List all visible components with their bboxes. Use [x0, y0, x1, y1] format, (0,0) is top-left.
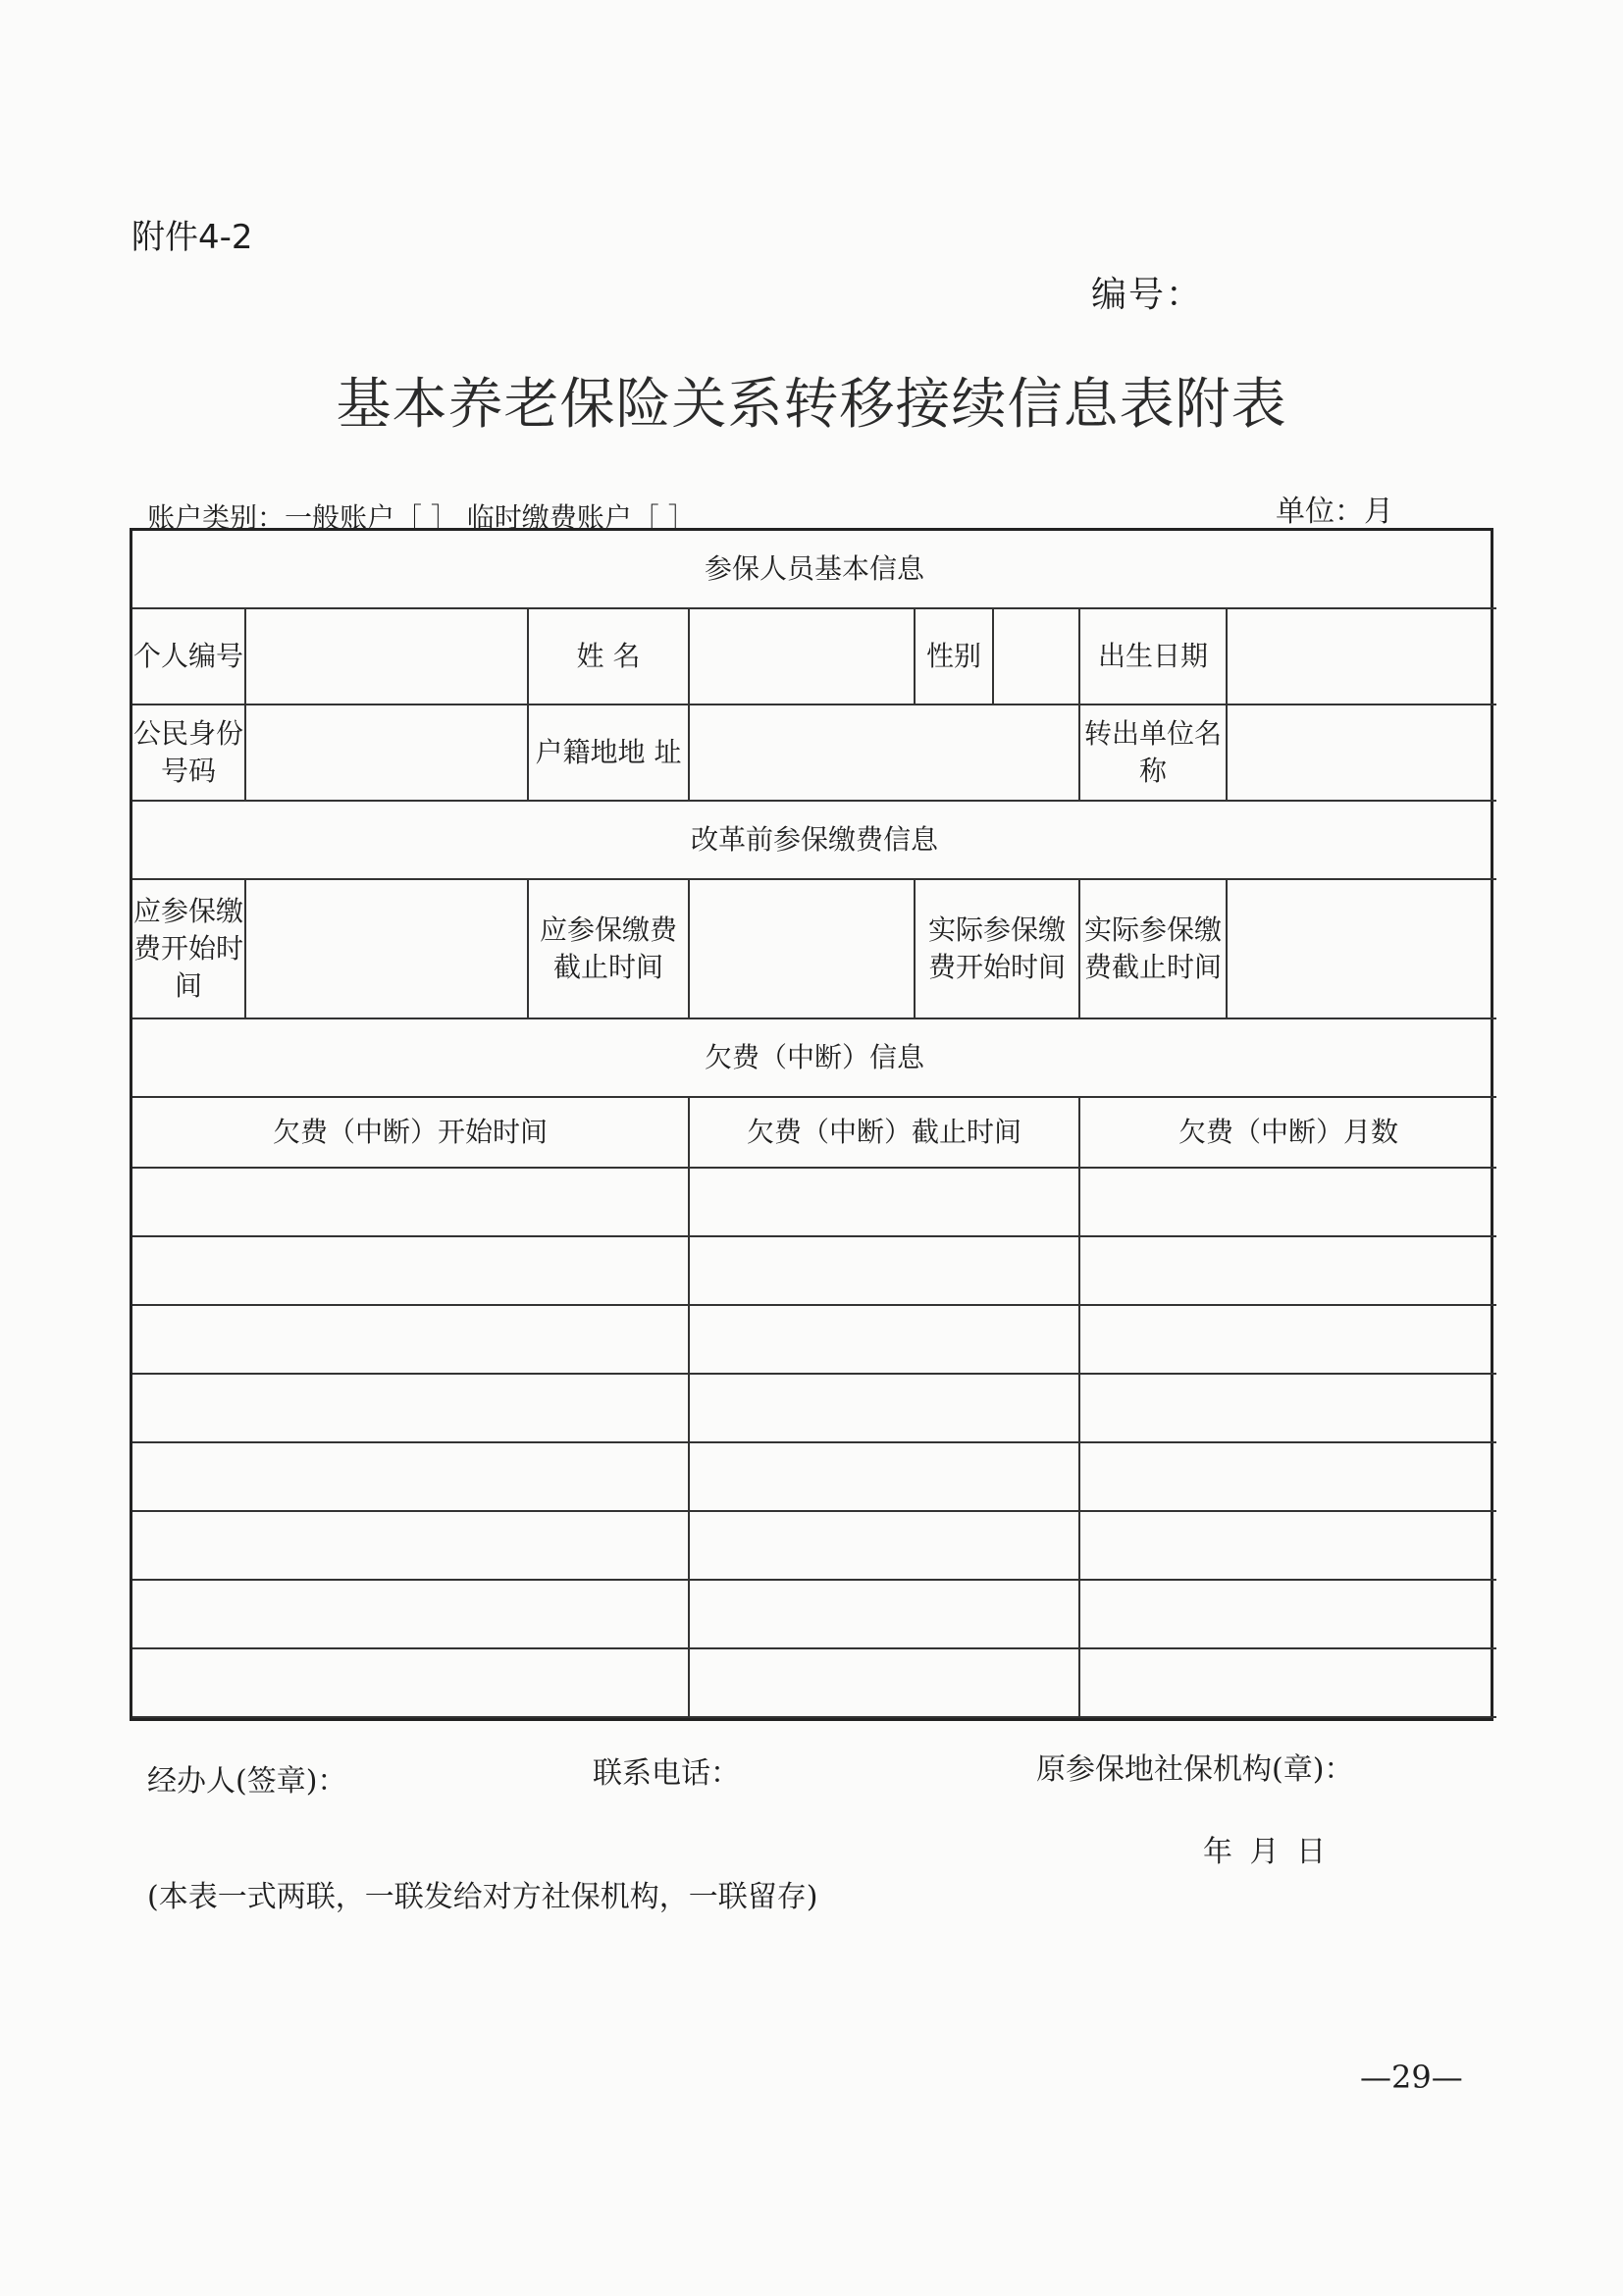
- page-title: 基本养老保险关系转移接续信息表附表: [336, 373, 1287, 437]
- section-pre-reform: 改革前参保缴费信息: [132, 801, 1496, 879]
- actual-end-label: 实际参保缴费截止时间: [1079, 879, 1227, 1018]
- id-no-label: 公民身份号码: [132, 704, 245, 801]
- id-no-field[interactable]: [245, 704, 528, 801]
- actual-end-field[interactable]: [1227, 879, 1496, 1018]
- account-type-line: 账户类别：一般账户［ ］ 临时缴费账户［ ］: [147, 501, 696, 534]
- name-field[interactable]: [689, 608, 915, 704]
- name-label: 姓 名: [528, 608, 689, 704]
- transfer-unit-label: 转出单位名 称: [1079, 704, 1227, 801]
- table-row: [132, 1648, 1496, 1717]
- arrears-col-end: 欠费（中断）截止时间: [689, 1097, 1079, 1168]
- arrears-start-cell[interactable]: [132, 1511, 689, 1580]
- arrears-end-cell[interactable]: [689, 1168, 1079, 1236]
- arrears-start-cell[interactable]: [132, 1580, 689, 1648]
- arrears-col-start: 欠费（中断）开始时间: [132, 1097, 689, 1168]
- due-end-field[interactable]: [689, 879, 915, 1018]
- due-end-label: 应参保缴费截止时间: [528, 879, 689, 1018]
- copies-note: (本表一式两联，一联发给对方社保机构，一联留存): [147, 1880, 818, 1914]
- table-row: [132, 1236, 1496, 1305]
- arrears-end-cell[interactable]: [689, 1374, 1079, 1442]
- phone-label: 联系电话：: [593, 1756, 740, 1791]
- arrears-start-cell[interactable]: [132, 1168, 689, 1236]
- arrears-start-cell[interactable]: [132, 1236, 689, 1305]
- unit-label: 单位：月: [1276, 495, 1393, 529]
- arrears-start-cell[interactable]: [132, 1648, 689, 1717]
- arrears-start-cell[interactable]: [132, 1305, 689, 1374]
- birth-date-field[interactable]: [1227, 608, 1496, 704]
- attachment-label: 附件4-2: [131, 218, 253, 257]
- date-label: 年 月 日: [1203, 1835, 1331, 1869]
- personal-no-field[interactable]: [245, 608, 528, 704]
- arrears-end-cell[interactable]: [689, 1305, 1079, 1374]
- arrears-months-cell[interactable]: [1079, 1580, 1496, 1648]
- agency-stamp-label: 原参保地社保机构(章)：: [1036, 1752, 1354, 1787]
- due-start-label: 应参保缴费开始时间: [132, 879, 245, 1018]
- arrears-months-cell[interactable]: [1079, 1648, 1496, 1717]
- transfer-unit-field[interactable]: [1227, 704, 1496, 801]
- arrears-end-cell[interactable]: [689, 1648, 1079, 1717]
- birth-date-label: 出生日期: [1079, 608, 1227, 704]
- hukou-address-field[interactable]: [689, 704, 1079, 801]
- arrears-start-cell[interactable]: [132, 1374, 689, 1442]
- arrears-end-cell[interactable]: [689, 1580, 1079, 1648]
- serial-number-label: 编号：: [1091, 275, 1204, 315]
- due-start-field[interactable]: [245, 879, 528, 1018]
- page-number: —29—: [1360, 2059, 1463, 2096]
- arrears-end-cell[interactable]: [689, 1236, 1079, 1305]
- info-table: [130, 528, 1493, 1721]
- arrears-months-cell[interactable]: [1079, 1168, 1496, 1236]
- section-arrears: 欠费（中断）信息: [132, 1018, 1496, 1097]
- section-basic-info: 参保人员基本信息: [132, 531, 1496, 608]
- table-row: [132, 1305, 1496, 1374]
- arrears-months-cell[interactable]: [1079, 1511, 1496, 1580]
- table-row: [132, 1511, 1496, 1580]
- arrears-months-cell[interactable]: [1079, 1305, 1496, 1374]
- gender-label: 性别: [915, 608, 993, 704]
- actual-start-label: 实际参保缴费开始时间: [915, 879, 1079, 1018]
- hukou-address-label: 户籍地地 址: [528, 704, 689, 801]
- table-row: [132, 1374, 1496, 1442]
- arrears-col-months: 欠费（中断）月数: [1079, 1097, 1496, 1168]
- arrears-rows: [132, 1168, 1496, 1717]
- arrears-months-cell[interactable]: [1079, 1442, 1496, 1511]
- arrears-start-cell[interactable]: [132, 1442, 689, 1511]
- personal-no-label: 个人编号: [132, 608, 245, 704]
- table-row: [132, 1580, 1496, 1648]
- gender-field[interactable]: [993, 608, 1079, 704]
- table-row: [132, 1442, 1496, 1511]
- arrears-end-cell[interactable]: [689, 1511, 1079, 1580]
- signer-label: 经办人(签章)：: [147, 1764, 347, 1799]
- arrears-end-cell[interactable]: [689, 1442, 1079, 1511]
- arrears-months-cell[interactable]: [1079, 1236, 1496, 1305]
- arrears-months-cell[interactable]: [1079, 1374, 1496, 1442]
- table-row: [132, 1168, 1496, 1236]
